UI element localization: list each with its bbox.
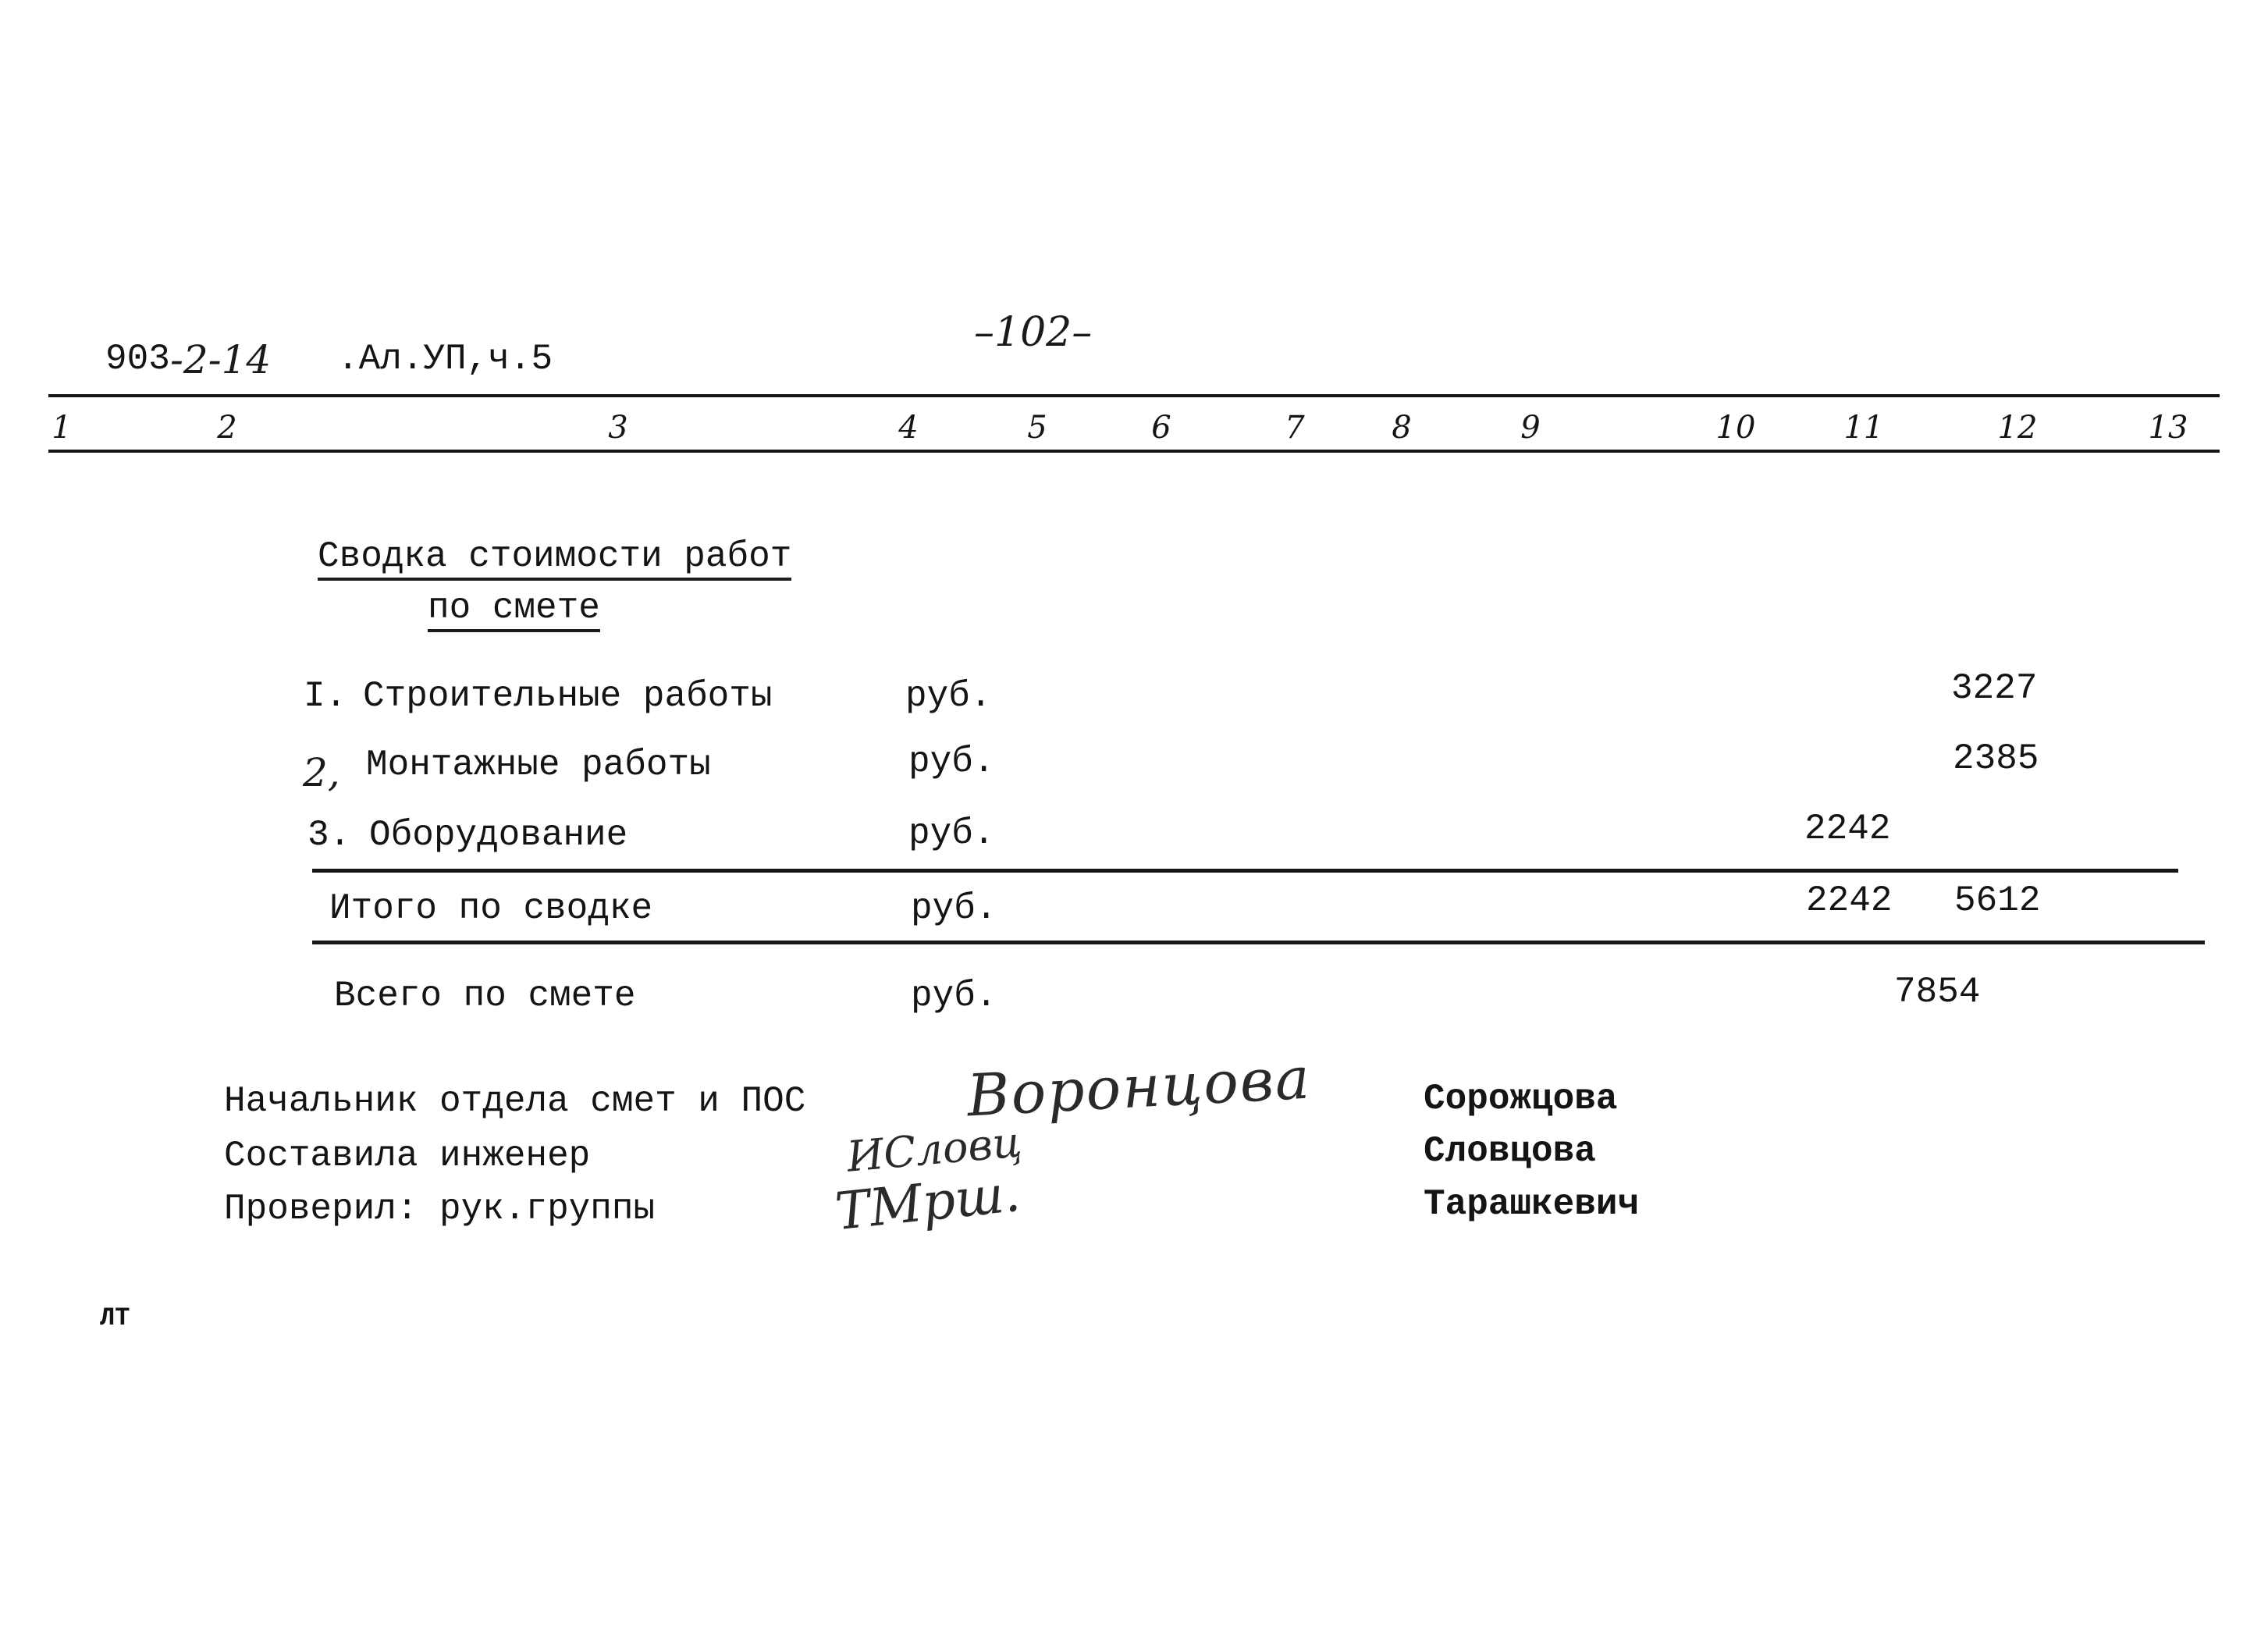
signature-head: Воронцова: [965, 1044, 1313, 1130]
grand-total-unit: руб.: [911, 976, 997, 1016]
subtotal-unit: руб.: [911, 888, 997, 929]
column-number-2: 2: [217, 410, 237, 446]
approval-name-head: Сорожцова: [1424, 1079, 1618, 1119]
column-number-12: 12: [1997, 410, 2038, 446]
row-3-col11-value: 2242: [1804, 809, 1891, 849]
table-header-bottom-rule: [48, 450, 2220, 453]
row-1-unit: руб.: [905, 676, 992, 717]
row-2-col12-value: 2385: [1953, 738, 2039, 779]
doc-code: .Ал.УП,ч.5: [337, 339, 553, 379]
subtotal-col11-value: 2242: [1806, 880, 1893, 921]
subtotal-label: Итого по сводке: [329, 888, 653, 929]
grand-total-value: 7854: [1894, 972, 1981, 1012]
row-1-col12-value: 3227: [1951, 668, 2038, 709]
column-number-6: 6: [1151, 410, 1171, 446]
column-number-8: 8: [1392, 410, 1412, 446]
summary-title-line1: Сводка стоимости работ: [318, 539, 791, 581]
approval-role-head: Начальник отдела смет и ПОС: [224, 1081, 806, 1122]
subtotal-col12-value: 5612: [1954, 880, 2041, 921]
column-number-4: 4: [898, 410, 919, 446]
column-number-13: 13: [2148, 410, 2188, 446]
column-number-9: 9: [1520, 410, 1541, 446]
signature-checker: ТМрш.: [832, 1162, 1023, 1243]
approval-name-author: Словцова: [1424, 1131, 1596, 1172]
column-number-7: 7: [1285, 410, 1305, 446]
summary-title-line2: по смете: [428, 590, 600, 632]
column-number-10: 10: [1715, 410, 1756, 446]
column-number-3: 3: [608, 410, 628, 446]
row-3-number: 3.: [307, 815, 351, 855]
row-2-unit: руб.: [908, 741, 995, 782]
approval-role-checker: Проверил: рук.группы: [224, 1189, 656, 1229]
subtotal-bottom-rule: [312, 941, 2205, 944]
row-2-label: Монтажные работы: [366, 745, 711, 785]
row-2-number: 2,: [303, 750, 340, 795]
row-1-label: Строительные работы: [363, 676, 773, 717]
doc-number-printed: 903: [105, 339, 170, 379]
subtotal-top-rule: [312, 869, 2178, 873]
column-number-5: 5: [1027, 410, 1047, 446]
row-1-number: I.: [304, 676, 347, 717]
column-number-1: 1: [52, 410, 72, 446]
table-top-rule: [48, 394, 2220, 397]
doc-number-handwritten: -2-14: [170, 337, 272, 382]
row-3-label: Оборудование: [369, 815, 628, 855]
signature-author: ИСловц: [844, 1117, 1024, 1182]
approval-name-checker: Тарашкевич: [1424, 1184, 1640, 1225]
grand-total-label: Всего по смете: [334, 976, 636, 1016]
page-number: –102–: [974, 309, 1093, 356]
footer-mark: ЛТ: [100, 1303, 130, 1332]
row-3-unit: руб.: [908, 813, 995, 854]
approval-role-author: Составила инженер: [224, 1136, 591, 1176]
column-number-11: 11: [1843, 410, 1884, 446]
